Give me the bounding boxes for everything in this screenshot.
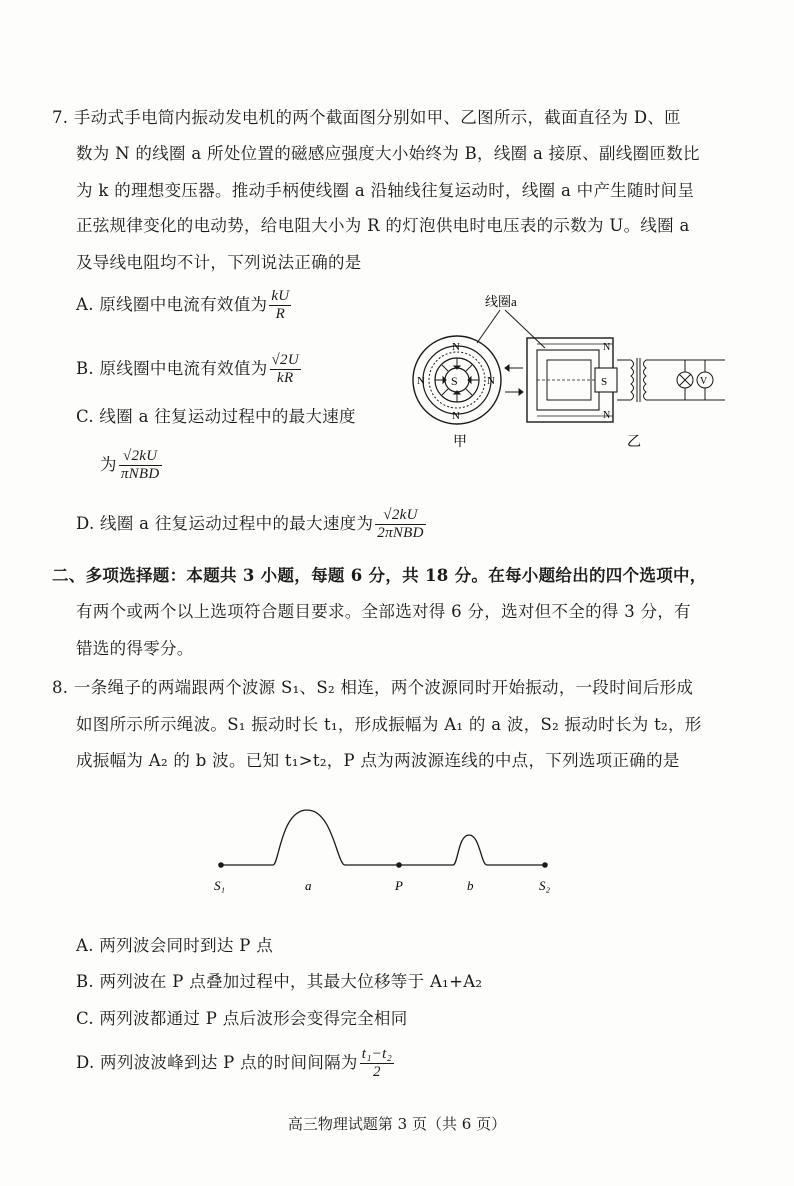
q8-option-d-text: D. 两列波波峰到达 P 点的时间间隔为: [76, 1053, 358, 1072]
q7-option-b-denominator: kR: [277, 370, 294, 386]
jia-pole-left: N: [417, 375, 425, 387]
figure-jia-label: 甲: [453, 435, 467, 450]
motion-arrows: [505, 365, 523, 395]
page-footer: 高三物理试题第 3 页（共 6 页）: [287, 1115, 507, 1133]
q7-option-d-numerator: √2kU: [375, 507, 426, 525]
q7-line-5: 及导线电阻均不计，下列说法正确的是: [76, 253, 362, 272]
label-p: P: [395, 878, 403, 893]
label-a: a: [305, 878, 312, 893]
label-b: b: [467, 878, 474, 893]
q8-option-c: C. 两列波都通过 P 点后波形会变得完全相同: [76, 1009, 408, 1028]
coil-pointer-right: [505, 310, 545, 348]
q7-option-d: [76, 507, 428, 542]
q8-option-a: A. 两列波会同时到达 P 点: [76, 936, 273, 955]
coil-label: 线圈a: [485, 294, 517, 309]
q7-option-b-numerator: √2U: [271, 352, 299, 368]
q7-option-c: C. 线圈 a 往复运动过程中的最大速度: [76, 407, 356, 426]
q7-line-4: 正弦规律变化的电动势，给电阻大小为 R 的灯泡供电时电压表的示数为 U。线圈 a: [76, 216, 690, 235]
q8-option-d-denominator: 2: [373, 1064, 381, 1080]
q7-option-a-text: A. 原线圈中电流有效值为: [76, 295, 268, 314]
q7-option-d-fraction: [375, 507, 426, 542]
q7-option-a-numerator: kU: [271, 288, 290, 304]
label-s1: S₁: [214, 878, 226, 893]
source-s1-dot: [218, 862, 224, 868]
rope-wave-figure: [205, 800, 565, 900]
q7-option-c-cont: [100, 448, 164, 483]
cross-section-jia: [413, 336, 501, 424]
q7-option-b: [76, 352, 303, 387]
q8-option-d: [76, 1046, 396, 1081]
yi-pole-top: N: [603, 342, 611, 353]
jia-pole-bottom: N: [452, 410, 460, 422]
q7-option-c-denominator: πNBD: [120, 466, 160, 482]
q7-option-a: [76, 288, 293, 323]
q7-option-a-denominator: R: [275, 306, 286, 322]
rope-wave-path: [221, 810, 545, 865]
q7-line-3: 为 k 的理想变压器。推动手柄使线圈 a 沿轴线往复运动时，线圈 a 中产生随时间呈: [76, 181, 695, 200]
section-2-line-3: 错选的得零分。: [76, 639, 194, 658]
yi-pole-s: S: [601, 376, 608, 388]
yi-pole-bottom: N: [603, 410, 611, 421]
jia-pole-top: N: [452, 341, 460, 353]
q7-option-c-fraction: [119, 448, 162, 483]
section-2-line-2: 有两个或两个以上选项符合题目要求。全部选对得 6 分，选对但不全的得 3 分，有: [76, 602, 691, 621]
q8-option-b: B. 两列波在 P 点叠加过程中，其最大位移等于 A₁+A₂: [76, 972, 483, 991]
section-2-line-1: 二、多项选择题：本题共 3 小题，每题 6 分，共 18 分。在每小题给出的四个选项中，: [52, 566, 707, 585]
jia-pole-right: N: [487, 375, 495, 387]
q8-option-d-numerator: t₁−t₂: [361, 1046, 393, 1062]
q7-option-d-text: D. 线圈 a 往复运动过程中的最大速度为: [76, 514, 374, 533]
q8-line-3: 成振幅为 A₂ 的 b 波。已知 t₁>t₂，P 点为两波源连线的中点，下列选项正确的是: [76, 751, 680, 770]
source-s2-dot: [542, 862, 548, 868]
label-s2: S₂: [539, 878, 551, 893]
q7-option-c-text2: 为: [100, 455, 117, 474]
midpoint-p-dot: [396, 862, 402, 868]
q8-line-2: 如图所示所示绳波。S₁ 振动时长 t₁，形成振幅为 A₁ 的 a 波，S₂ 振动时长为 t₂，形: [76, 715, 702, 734]
q7-line-2: 数为 N 的线圈 a 所处位置的磁感应强度大小始终为 B，线圈 a 接原、副线圈匝数比: [76, 144, 700, 163]
figure-yi-label: 乙: [627, 435, 641, 450]
q8-line-1: 8. 一条绳子的两端跟两个波源 S₁、S₂ 相连，两个波源同时开始振动，一段时间后形成: [52, 678, 694, 697]
q7-option-b-fraction: [270, 352, 301, 387]
jia-center-pole: S: [451, 374, 458, 388]
q7-option-d-denominator: 2πNBD: [377, 525, 424, 541]
q7-option-c-numerator: √2kU: [119, 448, 162, 466]
q7-line-1: 7. 手动式手电筒内振动发电机的两个截面图分别如甲、乙图所示，截面直径为 D、匝: [52, 108, 681, 127]
q7-option-b-text: B. 原线圈中电流有效值为: [76, 359, 268, 378]
transformer: [617, 358, 725, 402]
q7-option-a-fraction: [269, 288, 291, 323]
coil-pointer-left: [477, 310, 500, 343]
generator-figure: [405, 288, 735, 453]
voltmeter-label: V: [700, 376, 708, 387]
q8-option-d-fraction: [360, 1046, 394, 1081]
